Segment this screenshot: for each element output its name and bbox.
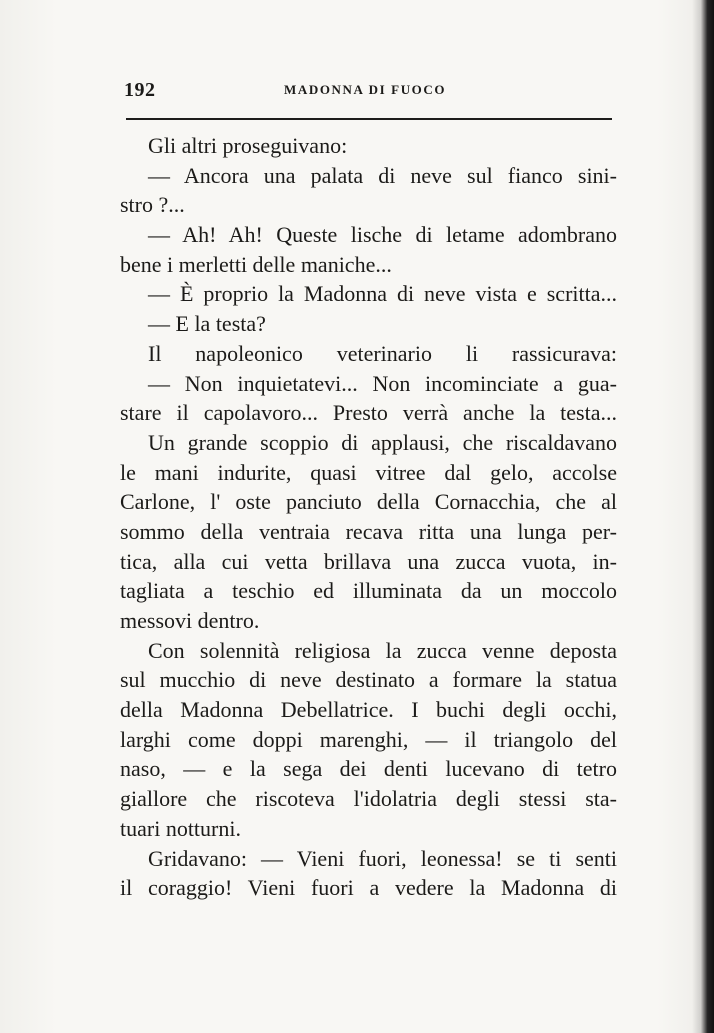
text-line: — Ah! Ah! Queste lische di letame adombrano <box>148 222 617 248</box>
text-line: della Madonna Debellatrice. I buchi degli occhi, <box>120 697 617 723</box>
text-line: — Ancora una palata di neve sul fianco sini- <box>148 162 617 188</box>
text-line: Con solennità religiosa la zucca venne deposta <box>148 637 617 663</box>
text-line: naso, — e la sega dei denti lucevano di tetro <box>120 756 617 782</box>
page-edge-shadow <box>692 0 714 1033</box>
running-title: MADONNA DI FUOCO <box>284 82 447 97</box>
text-line: Gridavano: — Vieni fuori, leonessa! se ti senti <box>148 845 617 871</box>
header-rule <box>126 118 612 120</box>
text-line: stro ?... <box>120 192 185 218</box>
text-line: Un grande scoppio di applausi, che riscaldavano <box>148 429 617 455</box>
text-line: bene i merletti delle maniche... <box>120 251 392 277</box>
page-header <box>124 78 624 102</box>
text-line: il coraggio! Vieni fuori a vedere la Madonna di <box>120 875 617 901</box>
text-line: — È proprio la Madonna di neve vista e scritta... <box>148 281 617 307</box>
text-line: Carlone, l' oste panciuto della Cornacchia, che al <box>120 489 617 515</box>
text-line: le mani indurite, quasi vitree dal gelo, accolse <box>120 459 617 485</box>
text-line: Il napoleonico veterinario li rassicurava: <box>148 340 617 366</box>
text-line: — E la testa? <box>148 311 266 337</box>
text-line: stare il capolavoro... Presto verrà anche la testa... <box>120 400 617 426</box>
text-line: sommo della ventraia recava ritta una lunga per- <box>120 518 617 544</box>
text-line: larghi come doppi marenghi, — il triangolo del <box>120 726 617 752</box>
text-line: — Non inquietatevi... Non incominciate a gua- <box>148 370 617 396</box>
text-line: messovi dentro. <box>120 608 260 633</box>
text-line: sul mucchio di neve destinato a formare la statua <box>120 667 617 693</box>
text-line: Gli altri proseguivano: <box>148 133 348 158</box>
body-text <box>120 131 617 903</box>
page-number: 192 <box>124 79 156 101</box>
text-line: tagliata a teschio ed illuminata da un moccolo <box>120 578 617 604</box>
text-line: tuari notturni. <box>120 815 241 841</box>
text-line: tica, alla cui vetta brillava una zucca vuota, in- <box>120 548 617 574</box>
text-line: giallore che riscoteva l'idolatria degli stessi sta- <box>120 786 617 812</box>
